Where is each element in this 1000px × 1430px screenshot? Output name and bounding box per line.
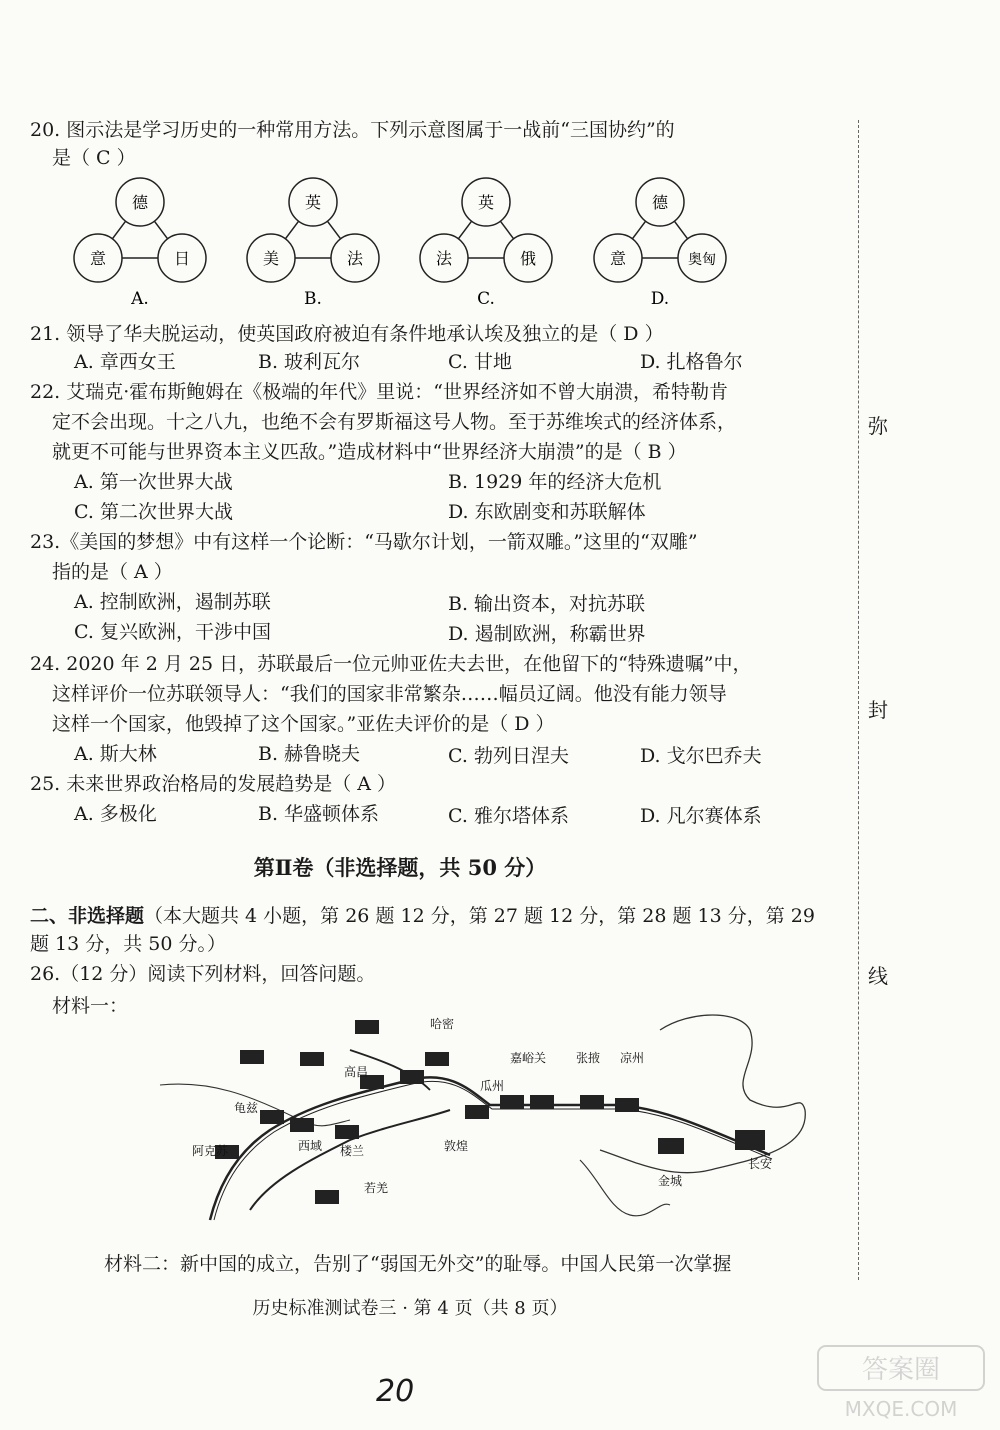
q25-option-d[interactable]: D. 凡尔赛体系	[640, 805, 762, 827]
q26-stem: 26.（12 分）阅读下列材料，回答问题。	[30, 963, 376, 985]
section2-intro-line1	[30, 904, 815, 928]
q24-option-b[interactable]: B. 赫鲁晓夫	[258, 743, 361, 765]
q23-option-b[interactable]: B. 输出资本，对抗苏联	[448, 593, 646, 615]
q21-option-a[interactable]: A. 章西女王	[74, 351, 176, 373]
q22-option-c[interactable]: C. 第二次世界大战	[74, 501, 233, 523]
diagram-option-label: D.	[650, 289, 670, 309]
city-gate-icon	[580, 1095, 604, 1109]
section2-title: 第Ⅱ卷（非选择题，共 50 分）	[253, 855, 547, 880]
q25-option-c[interactable]: C. 雅尔塔体系	[448, 805, 569, 827]
diagram-connector	[632, 221, 645, 239]
city-gate-icon	[335, 1125, 359, 1139]
q23-option-d[interactable]: D. 遏制欧洲，称霸世界	[448, 623, 646, 645]
handwritten-page-number: 20	[376, 1374, 415, 1409]
map-label-hami: 哈密	[430, 1017, 455, 1031]
q22-line2: 定不会出现。十之八九，也绝不会有罗斯福这号人物。至于苏维埃式的经济体系，	[52, 411, 737, 433]
binding-line	[858, 120, 859, 1280]
diagram-connector	[327, 221, 340, 239]
diagram-country-right: 俄	[519, 249, 537, 268]
diagram-option-a[interactable]	[74, 178, 206, 309]
city-gate-icon	[425, 1052, 449, 1066]
city-gate-icon	[315, 1190, 339, 1204]
q21-option-b[interactable]: B. 玻利瓦尔	[258, 351, 361, 373]
map-city-gates	[215, 1020, 765, 1204]
map-road-main	[210, 1077, 773, 1220]
map-label-jincheng: 金城	[658, 1174, 683, 1188]
q25-option-b[interactable]: B. 华盛顿体系	[258, 803, 380, 825]
city-gate-icon	[300, 1052, 324, 1066]
section2-heading: 二、非选择题	[30, 905, 145, 927]
q20-line1: 20. 图示法是学习历史的一种常用方法。下列示意图属于一战前“三国协约”的	[30, 119, 675, 141]
city-gate-icon	[500, 1095, 524, 1109]
diagram-connector	[674, 221, 687, 239]
map-label-ruoqiang: 若羌	[364, 1181, 389, 1195]
svg-text:答案圈: 答案圈	[861, 1355, 941, 1385]
map-label-loulan: 楼兰	[340, 1144, 365, 1158]
q23-option-a[interactable]: A. 控制欧洲，遏制苏联	[74, 591, 271, 613]
map-outline-east	[600, 1015, 805, 1173]
diagram-country-right: 法	[346, 249, 364, 268]
q25-option-a[interactable]: A. 多极化	[74, 803, 157, 825]
diagram-option-label: C.	[477, 289, 495, 309]
map-label-liangzhou: 凉州	[620, 1051, 645, 1065]
q24-option-d[interactable]: D. 戈尔巴乔夫	[640, 745, 762, 767]
q23-line2: 指的是（ A ）	[52, 561, 173, 583]
map-label-zhangye: 张掖	[576, 1051, 601, 1065]
svg-text:MXQE.COM: MXQE.COM	[844, 1397, 958, 1421]
q24-line3: 这样一个国家，他毁掉了这个国家。”亚佐夫评价的是（ D ）	[52, 713, 555, 735]
diagram-country-right: 日	[173, 249, 191, 268]
city-gate-icon	[260, 1110, 284, 1124]
diagram-country-left: 意	[609, 249, 627, 268]
city-gate-icon	[240, 1050, 264, 1064]
diagram-option-d[interactable]	[594, 178, 726, 309]
map-label-guazhou: 瓜州	[480, 1079, 505, 1093]
city-gate-icon	[530, 1095, 554, 1109]
diagram-country-top: 德	[651, 193, 669, 212]
city-gate-icon	[465, 1105, 489, 1119]
diagram-country-left: 意	[89, 249, 107, 268]
q22-line3: 就更不可能与世界资本主义匹敌。”造成材料中“世界经济大崩溃”的是（ B ）	[52, 441, 687, 463]
q22-line1: 22. 艾瑞克·霍布斯鲍姆在《极端的年代》里说：“世界经济如不曾大崩溃，希特勒肯	[30, 381, 729, 403]
diagram-connector	[285, 221, 298, 239]
q21-stem: 21. 领导了华夫脱运动，使英国政府被迫有条件地承认埃及独立的是（ D ）	[30, 323, 664, 345]
diagram-option-label: B.	[304, 289, 322, 309]
q24-line2: 这样评价一位苏联领导人：“我们的国家非常繁杂……幅员辽阔。他没有能力领导	[52, 683, 727, 705]
silk-road-map	[150, 1010, 810, 1230]
diagram-option-label: A.	[131, 289, 149, 309]
diagram-connector	[458, 221, 471, 239]
map-label-akesu: 阿克苏	[192, 1144, 229, 1158]
city-gate-icon	[400, 1070, 424, 1084]
q20-line2: 是（ C ）	[52, 147, 136, 169]
q20-diagram-svg	[0, 168, 820, 318]
city-gate-icon	[290, 1118, 314, 1132]
page-footer: 历史标准测试卷三 · 第 4 页（共 8 页）	[252, 1298, 568, 1319]
diagram-connector	[112, 221, 125, 239]
city-gate-icon	[355, 1020, 379, 1034]
q25-stem: 25. 未来世界政治格局的发展趋势是（ A ）	[30, 773, 397, 795]
side-char-feng: 封	[868, 698, 888, 722]
q22-option-a[interactable]: A. 第一次世界大战	[74, 471, 233, 493]
diagram-country-top: 德	[131, 193, 149, 212]
diagram-country-top: 英	[477, 193, 495, 212]
diagram-country-top: 英	[304, 193, 322, 212]
diagram-country-left: 美	[262, 249, 280, 268]
city-gate-icon	[735, 1130, 765, 1150]
diagram-country-right: 奥匈	[688, 252, 716, 268]
side-char-mi: 弥	[868, 414, 888, 438]
q24-option-a[interactable]: A. 斯大林	[74, 743, 157, 765]
map-label-gaochang: 高昌	[344, 1065, 369, 1079]
q26-material2: 材料二：新中国的成立，告别了“弱国无外交”的耻辱。中国人民第一次掌握	[104, 1253, 732, 1275]
q26-material1-label: 材料一：	[52, 995, 129, 1017]
diagram-option-b[interactable]	[247, 178, 379, 309]
q24-option-c[interactable]: C. 勃列日涅夫	[448, 745, 569, 767]
diagram-option-c[interactable]	[420, 178, 552, 309]
city-gate-icon	[615, 1098, 639, 1112]
map-label-qiuci: 龟兹	[234, 1101, 259, 1115]
section2-intro1: （本大题共 4 小题，第 26 题 12 分，第 27 题 12 分，第 28 题 13 分，第 29	[144, 905, 815, 927]
map-label-changan: 长安	[748, 1157, 773, 1171]
map-label-jiayuguan: 嘉峪关	[510, 1051, 547, 1065]
diagram-country-left: 法	[435, 249, 453, 268]
q21-option-c[interactable]: C. 甘地	[448, 351, 512, 373]
q21-option-d[interactable]: D. 扎格鲁尔	[640, 351, 743, 373]
q23-option-c[interactable]: C. 复兴欧洲，干涉中国	[74, 621, 271, 643]
watermark-logo	[816, 1344, 986, 1424]
map-label-dunhuang: 敦煌	[444, 1139, 469, 1153]
section2-intro2: 题 13 分，共 50 分。）	[30, 933, 227, 955]
side-char-xian: 线	[868, 964, 888, 988]
q24-line1: 24. 2020 年 2 月 25 日，苏联最后一位元帅亚佐夫去世，在他留下的“特殊遗嘱”中，	[30, 653, 752, 675]
q23-line1: 23.《美国的梦想》中有这样一个论断：“马歇尔计划，一箭双雕。”这里的“双雕”	[30, 531, 698, 553]
q22-option-b[interactable]: B. 1929 年的经济大危机	[448, 471, 662, 493]
diagram-connector	[154, 221, 167, 239]
diagram-connector	[500, 221, 513, 239]
map-label-xiyu: 西域	[298, 1139, 323, 1153]
city-gate-icon	[658, 1138, 684, 1154]
q22-option-d[interactable]: D. 东欧剧变和苏联解体	[448, 501, 646, 523]
